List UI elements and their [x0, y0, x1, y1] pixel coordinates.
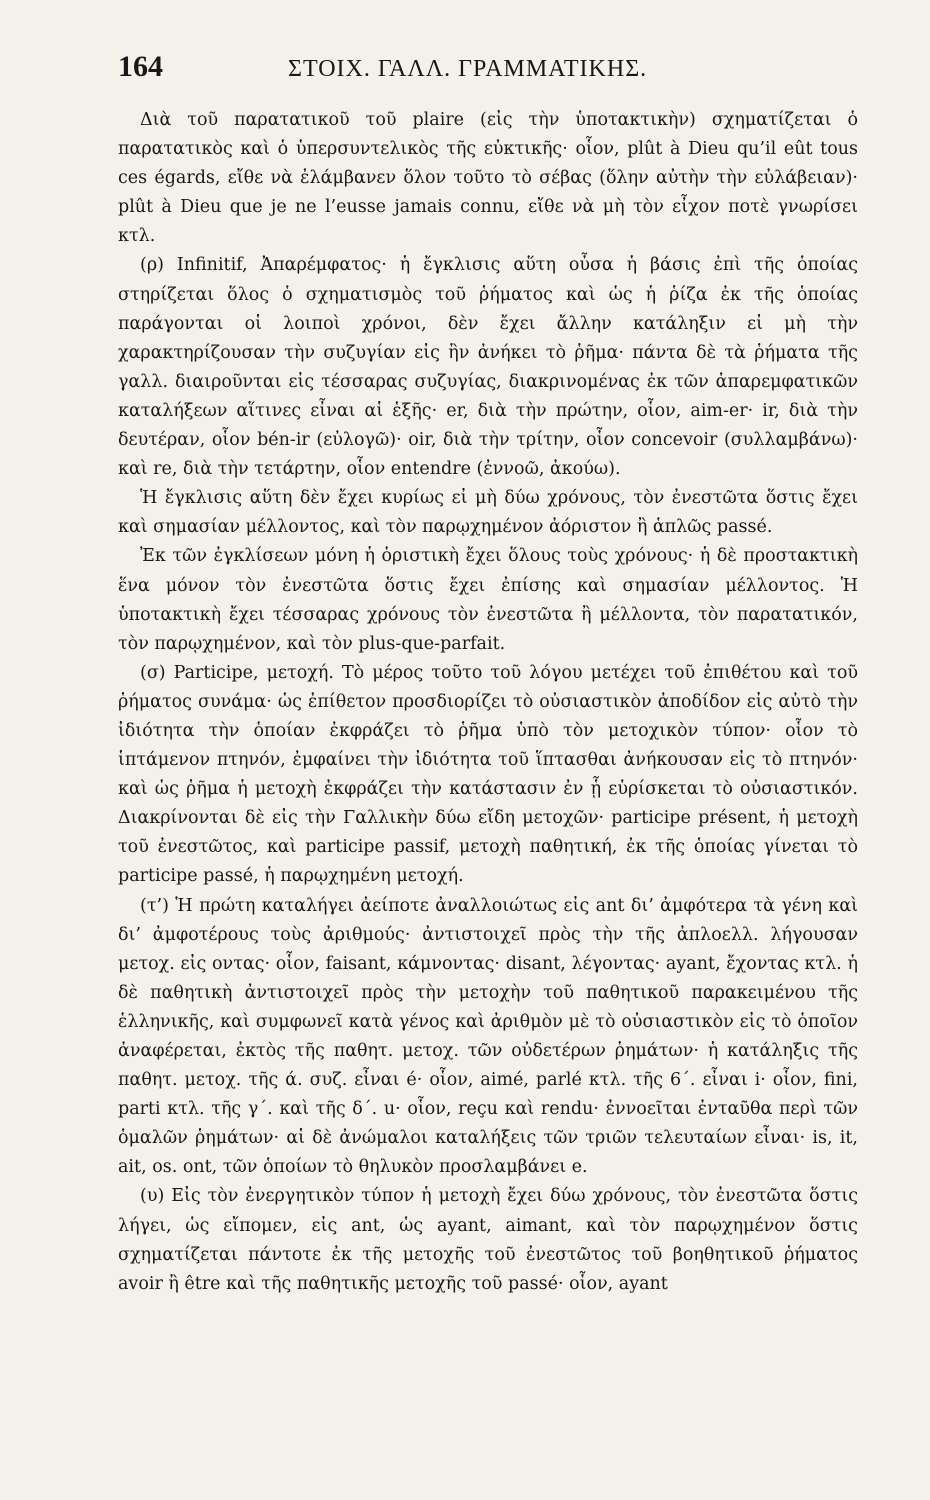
body-text: [118, 106, 858, 1299]
paragraph-infinitif: (ρ) Infinitif, Ἀπαρέμφατος· ἡ ἔγκλισις αὕτη οὖσα ἡ βάσις ἐπὶ τῆς ὁποίας στηρίζεται ὅλος ὁ σχηματισμὸς τοῦ ῥήματος καὶ ὡς ἡ ῥίζα ἐκ τῆς ὁποίας παράγονται οἱ λοιποὶ χρόνοι, δὲν ἔχει ἄλλην κατάληξιν εἰ μὴ τὴν χαρακτηρίζουσαν τὴν συζυγίαν εἰς ἣν ἀνήκει τὸ ῥῆμα· πάντα δὲ τὰ ῥήματα τῆς γαλλ. διαιροῦνται εἰς τέσσαρας συζυγίας, διακρινομένας ἐκ τῶν ἀπαρεμφατικῶν καταλήξεων αἵτινες εἶναι αἱ ἑξῆς· er, διὰ τὴν πρώτην, οἷον, aim-er· ir, διὰ τὴν δευτέραν, οἷον bén-ir (εὐλογῶ)· oir, διὰ τὴν τρίτην, οἷον concevoir (συλλαμβάνω)· καὶ re, διὰ τὴν τετάρτην, οἷον entendre (ἐννοῶ, ἀκούω).: [118, 255, 858, 480]
paragraph-moods-tenses: Ἐκ τῶν ἐγκλίσεων μόνη ἡ ὁριστικὴ ἔχει ὅλους τοὺς χρόνους· ἡ δὲ προστακτικὴ ἕνα μόνον τὸν ἐνεστῶτα ὅστις ἔχει ἐπίσης καὶ σημασίαν μέλλοντος. Ἡ ὑποτακτικὴ ἔχει τέσσαρας χρόνους τὸν ἐνεστῶτα ἢ μέλλοντα, τὸν παρατατικόν, τὸν παρῳχημένον, καὶ τὸν plus-que-parfait.: [118, 546, 858, 654]
running-title: ΣΤΟΙΧ. ΓΑΛΛ. ΓΡΑΜΜΑΤΙΚΗΣ.: [288, 56, 648, 82]
paragraph-participe-active: (υ) Εἰς τὸν ἐνεργητικὸν τύπον ἡ μετοχὴ ἔχει δύω χρόνους, τὸν ἐνεστῶτα ὅστις λήγει, ὡς εἴπομεν, εἰς ant, ὡς ayant, aimant, καὶ τὸν παρῳχημένον ὅστις σχηματίζεται πάντοτε ἐκ τῆς μετοχῆς τοῦ ἐνεστῶτος τοῦ βοηθητικοῦ ῥήματος avoir ἢ être καὶ τῆς παθητικῆς μετοχῆς τοῦ passé· οἷον, ayant: [118, 1186, 858, 1294]
paragraph-infinitif-tenses: Ἡ ἔγκλισις αὕτη δὲν ἔχει κυρίως εἰ μὴ δύω χρόνους, τὸν ἐνεστῶτα ὅστις ἔχει καὶ σημασίαν μέλλοντος, καὶ τὸν παρῳχημένον ἀόριστον ἢ ἁπλῶς passé.: [118, 488, 858, 538]
page-header: [118, 50, 858, 100]
paragraph-plaire: Διὰ τοῦ παρατατικοῦ τοῦ plaire (εἰς τὴν ὑποτακτικὴν) σχηματίζεται ὁ παρατατικὸς καὶ ὁ ὑπερσυντελικὸς τῆς εὐκτικῆς· οἷον, plût à Dieu qu’il eût tous ces égards, εἴθε νὰ ἐλάμβανεν ὅλον τοῦτο τὸ σέβας (ὅλην αὐτὴν τὴν εὐλάβειαν)· plût à Dieu que je ne l’eusse jamais connu, εἴθε νὰ μὴ τὸν εἶχον ποτὲ γνωρίσει κτλ.: [118, 110, 858, 247]
page-number: 164: [118, 50, 163, 83]
paragraph-participe: (σ) Participe, μετοχή. Τὸ μέρος τοῦτο τοῦ λόγου μετέχει τοῦ ἐπιθέτου καὶ τοῦ ῥήματος συνάμα· ὡς ἐπίθετον προσδιορίζει τὸ οὐσιαστικὸν ἀποδίδον εἰς αὐτὸ τὴν ἰδιότητα τὴν ὁποίαν ἐκφράζει τὸ ῥῆμα ὑπὸ τὸν μετοχικὸν τύπον· οἷον τὸ ἱπτάμενον πτηνόν, ἐμφαίνει τὴν ἰδιότητα τοῦ ἵπτασθαι ἀνήκουσαν εἰς τὸ πτηνόν· καὶ ὡς ῥῆμα ἡ μετοχὴ ἐκφράζει τὴν κατάστασιν ἐν ᾗ εὑρίσκεται τὸ οὐσιαστικόν. Διακρίνονται δὲ εἰς τὴν Γαλλικὴν δύω εἴδη μετοχῶν· participe présent, ἡ μετοχὴ τοῦ ἐνεστῶτος, καὶ participe passif, μετοχὴ παθητική, ἐκ τῆς ὁποίας γίνεται τὸ participe passé, ἡ παρῳχημένη μετοχή.: [118, 662, 858, 887]
paragraph-participe-endings: (τ’) Ἡ πρώτη καταλήγει ἀείποτε ἀναλλοιώτως εἰς ant δι’ ἀμφότερα τὰ γένη καὶ δι’ ἀμφοτέρους τοὺς ἀριθμούς· ἀντιστοιχεῖ πρὸς τὴν τῆς ἀπλοελλ. λήγουσαν μετοχ. εἰς οντας· οἷον, faisant, κάμνοντας· disant, λέγοντας· ayant, ἔχοντας κτλ. ἡ δὲ παθητικὴ ἀντιστοιχεῖ πρὸς τὴν μετοχὴν τοῦ παθητικοῦ παρακειμένου τῆς ἑλληνικῆς, καὶ συμφωνεῖ κατὰ γένος καὶ ἀριθμὸν μὲ τὸ οὐσιαστικὸν εἰς τὸ ὁποῖον ἀναφέρεται, ἐκτὸς τῆς παθητ. μετοχ. τῶν οὐδετέρων ῥημάτων· ἡ κατάληξις τῆς παθητ. μετοχ. τῆς ά. συζ. εἶναι é· οἷον, aimé, parlé κτλ. τῆς 6΄. εἶναι i· οἷον, fini, parti κτλ. τῆς γ΄. καὶ τῆς δ΄. u· οἷον, reçu καὶ rendu· ἐννοεῖται ἐνταῦθα περὶ τῶν ὁμαλῶν ῥημάτων· αἱ δὲ ἀνώμαλοι καταλήξεις τῶν τριῶν τελευταίων εἶναι· is, it, ait, os. ont, τῶν ὁποίων τὸ θηλυκὸν προσλαμβάνει e.: [118, 895, 858, 1178]
